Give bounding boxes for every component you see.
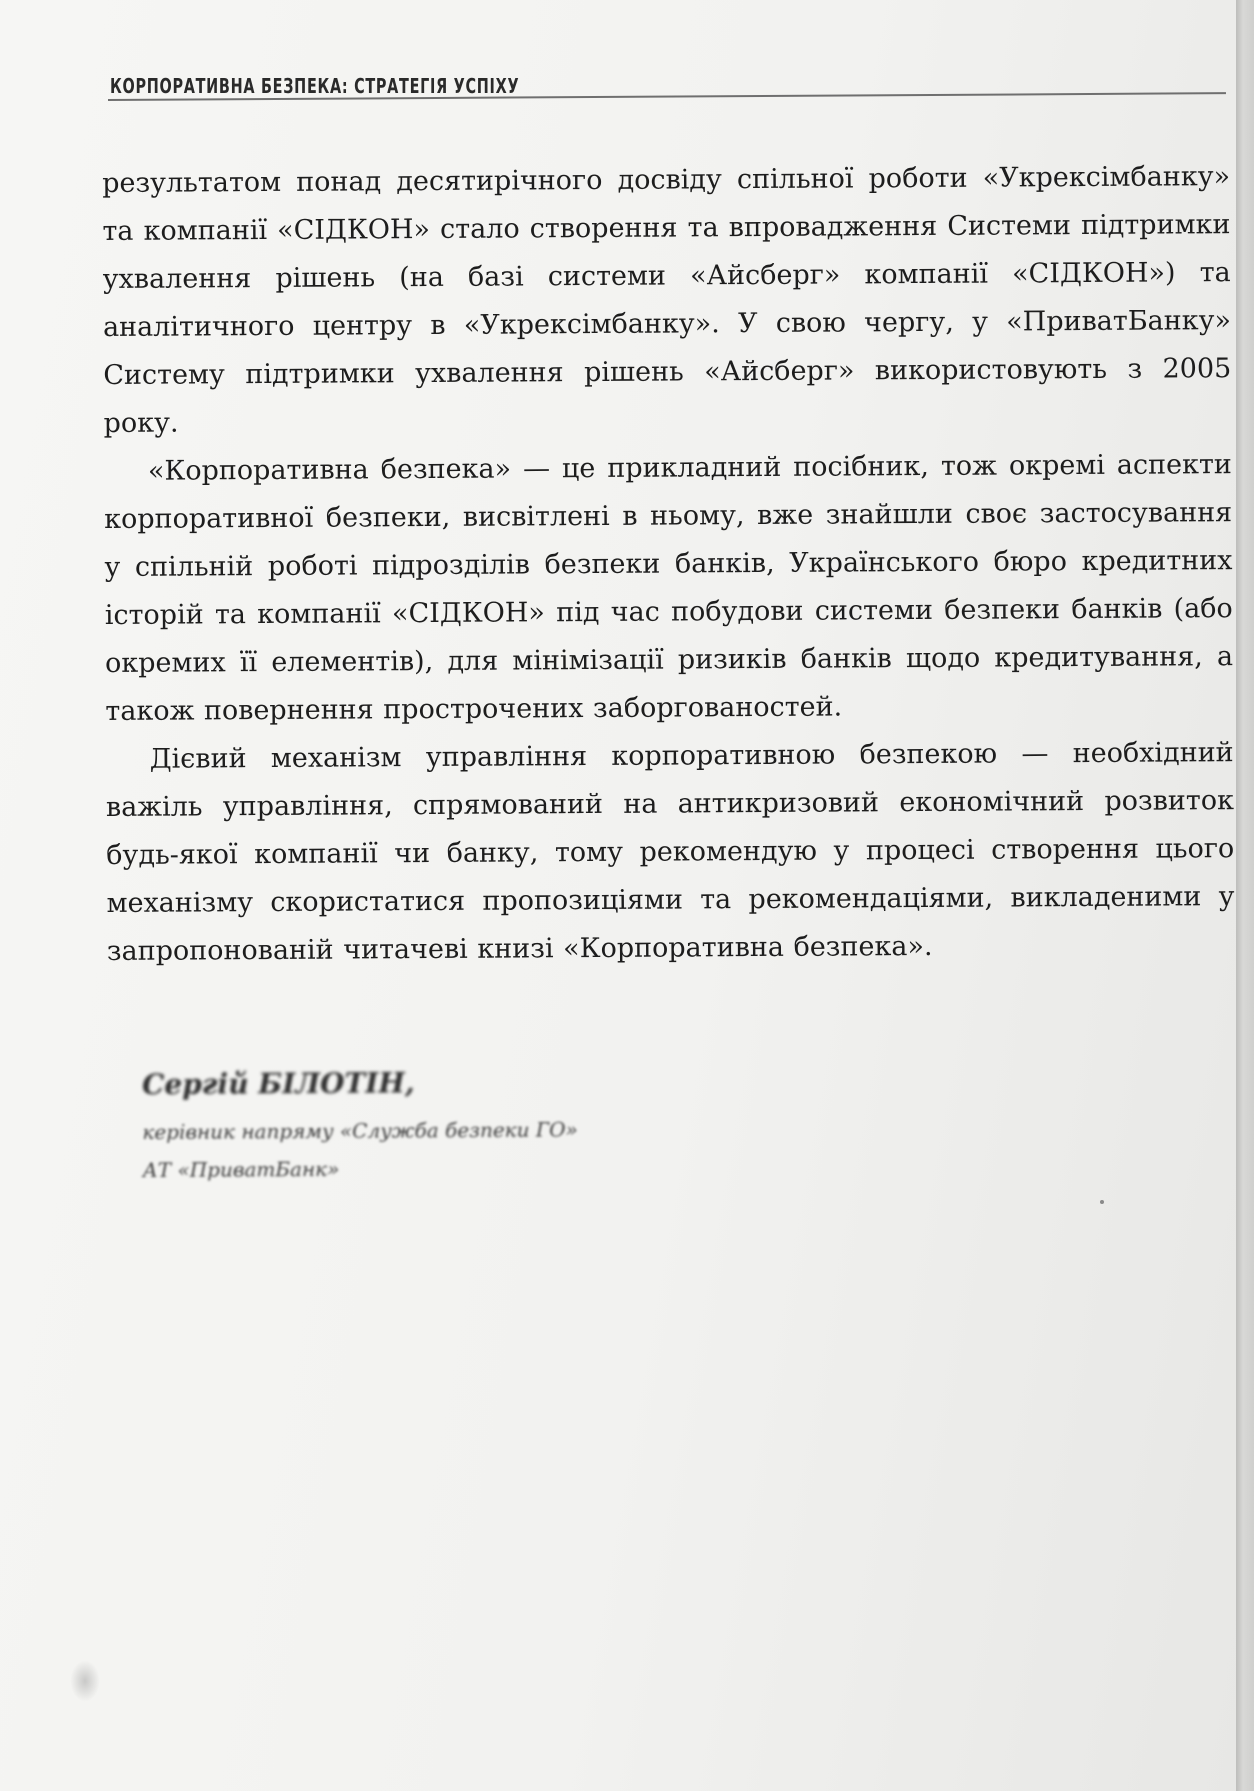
signature-name: Сергій БІЛОТІН, <box>142 1066 415 1101</box>
body-text <box>102 153 1235 976</box>
page-edge-shadow <box>1236 0 1254 1791</box>
signature-block <box>142 1065 578 1189</box>
paragraph-3: Дієвий механізм управління корпоративною безпекою — необхідний важіль управління, спрямований на антикризовий економічний розвиток будь-якої компанії чи банку, тому рекомендую у процесі створення цього механізму скористатися пропозиціями та рекомендаціями, викладеними у запропонованій читачеві книзі «Корпоративна безпека». <box>105 737 1235 967</box>
running-header: КОРПОРАТИВНА БЕЗПЕКА: СТРАТЕГІЯ УСПІХУ <box>110 74 520 98</box>
paragraph-2: «Корпоративна безпека» — це прикладний посібник, тож окремі аспекти корпоративної безпеки, висвітлені в ньому, вже знайшли своє застосування у спільній роботі підрозділів безпеки банків, Українського бюро кредитних історій та компанії «СІДКОН» під час побудови системи безпеки банків (або окремих її елементів), для мінімізації ризиків банків щодо кредитування, а також повернення прострочених заборгованостей. <box>104 449 1234 727</box>
paper-speck <box>1100 1200 1104 1204</box>
ink-smudge <box>70 1660 100 1702</box>
signature-organization: АТ «ПриватБанк» <box>142 1156 340 1182</box>
signature-position: керівник напряму «Служба безпеки ГО» <box>142 1117 578 1144</box>
paragraph-1: результатом понад десятирічного досвіду спільної роботи «Укрексімбанку» та компанії «СІДКОН» стало створення та впровадження Системи підтримки ухвалення рішень (на базі системи «Айсберг» компанії «СІДКОН») та аналітичного центру в «Укрексімбанку». У свою чергу, у «ПриватБанку» Систему підтримки ухвалення рішень «Айсберг» використовують з 2005 року. <box>102 161 1232 439</box>
